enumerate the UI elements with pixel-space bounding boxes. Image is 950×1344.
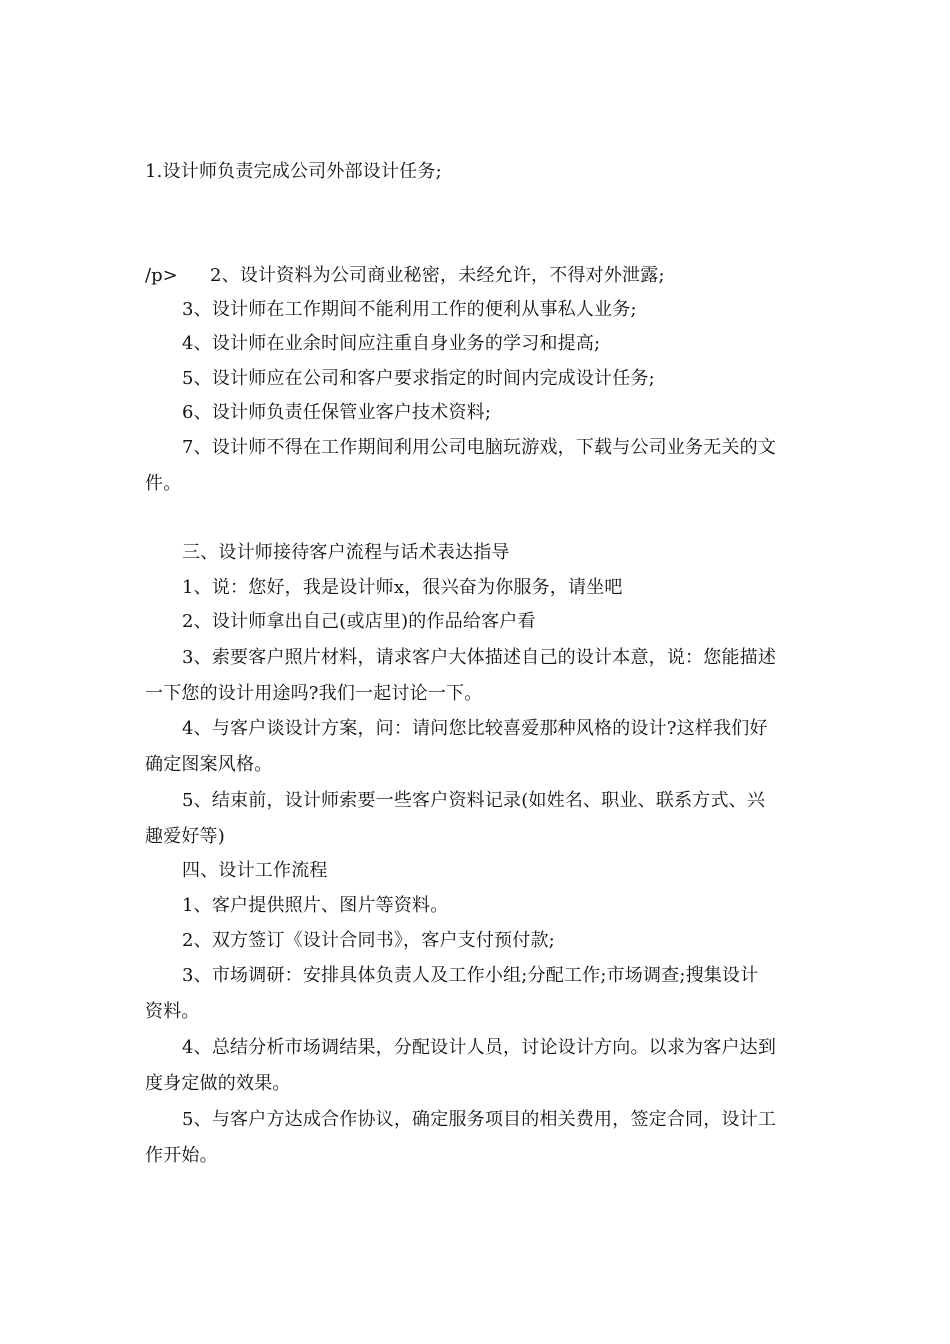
paragraph-line: 确定图案风格。	[145, 754, 273, 775]
paragraph-line: 3、索要客户照片材料，请求客户大体描述自己的设计本意，说：您能描述	[182, 647, 777, 668]
paragraph-line: 1.设计师负责完成公司外部设计任务;	[145, 161, 442, 182]
paragraph-line: 4、总结分析市场调结果，分配设计人员，讨论设计方向。以求为客户达到	[182, 1037, 777, 1058]
paragraph-line: 6、设计师负责任保管业客户技术资料;	[182, 402, 492, 423]
paragraph-line: 作开始。	[145, 1145, 218, 1166]
paragraph-line: 度身定做的效果。	[145, 1073, 291, 1094]
paragraph-line: 件。	[145, 473, 182, 494]
paragraph-line: 5、设计师应在公司和客户要求指定的时间内完成设计任务;	[182, 368, 655, 389]
paragraph-line: 2、双方签订《设计合同书》，客户支付预付款;	[182, 930, 555, 951]
paragraph-line: 2、设计师拿出自己(或店里)的作品给客户看	[182, 611, 536, 632]
paragraph-line: 一下您的设计用途吗?我们一起讨论一下。	[145, 683, 483, 704]
stray-tag-text: /p>	[145, 265, 178, 286]
paragraph-line: 2、设计资料为公司商业秘密，未经允许，不得对外泄露;	[210, 265, 665, 286]
section-heading: 三、设计师接待客户流程与话术表达指导	[182, 542, 510, 563]
paragraph-line: 资料。	[145, 1001, 200, 1022]
paragraph-line: 3、市场调研：安排具体负责人及工作小组;分配工作;市场调查;搜集设计	[182, 965, 759, 986]
paragraph-line: 5、与客户方达成合作协议，确定服务项目的相关费用，签定合同，设计工	[182, 1109, 777, 1130]
paragraph-line: 4、设计师在业余时间应注重自身业务的学习和提高;	[182, 333, 601, 354]
paragraph-line: 趣爱好等)	[145, 826, 226, 847]
section-heading: 四、设计工作流程	[182, 860, 328, 881]
paragraph-line: 1、说：您好，我是设计师x，很兴奋为你服务，请坐吧	[182, 577, 623, 598]
paragraph-line: 1、客户提供照片、图片等资料。	[182, 895, 449, 916]
paragraph-line: 7、设计师不得在工作期间利用公司电脑玩游戏，下载与公司业务无关的文	[182, 437, 777, 458]
paragraph-line: 5、结束前，设计师索要一些客户资料记录(如姓名、职业、联系方式、兴	[182, 790, 766, 811]
paragraph-line: 3、设计师在工作期间不能利用工作的便利从事私人业务;	[182, 299, 637, 320]
paragraph-line: 4、与客户谈设计方案，问：请问您比较喜爱那种风格的设计?这样我们好	[182, 718, 768, 739]
